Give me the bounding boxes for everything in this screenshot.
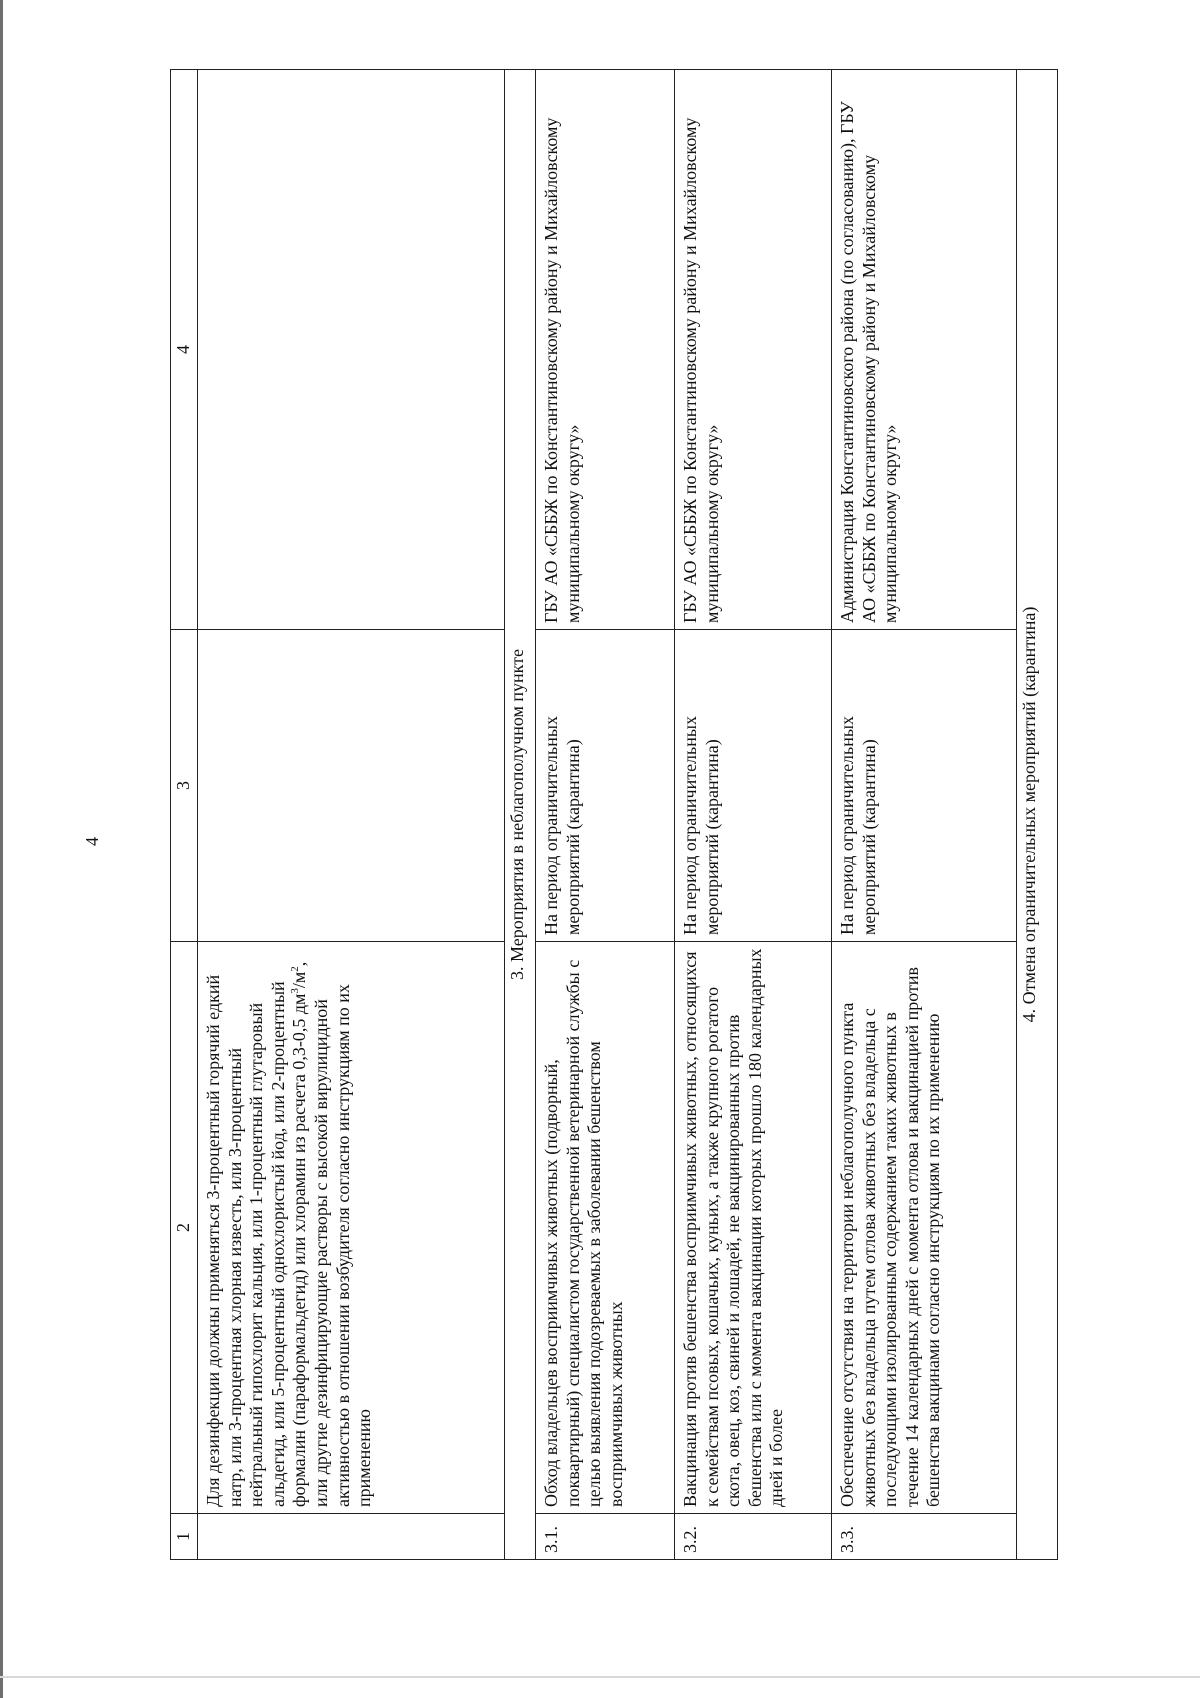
header-col-2: 2	[171, 942, 198, 1514]
cell-period: На период ограничительных мероприятий (карантина)	[832, 630, 1017, 942]
scan-bottom-edge	[0, 1676, 1200, 1678]
table-header-row	[171, 70, 198, 1560]
cell-description: Вакцинация против бешенства восприимчивых животных, относящихся к семействам псовых, кошачьих, куньих, а также крупного рогатого скота, овец, коз, свиней и лошадей, не вакцинированных против бешенства или с момента вакцинации которых прошло 180 календарных дней и более	[675, 942, 832, 1514]
page-number: 4	[82, 837, 102, 846]
cell-period	[198, 630, 505, 942]
cell-responsible: ГБУ АО «СББЖ по Константиновскому району и Михайловскому муниципальному округу»	[675, 70, 832, 630]
cell-num	[198, 1514, 505, 1560]
section-4-title: 4. Отмена ограничительных мероприятий (карантина)	[1017, 70, 1058, 1560]
cell-description: Обход владельцев восприимчивых животных (подворный, поквартирный) специалистом государственной ветеринарной службы с целью выявления подозреваемых в заболевании бешенством восприимчивых животных	[536, 942, 675, 1514]
measures-table-container	[170, 70, 1050, 1560]
cell-responsible	[198, 70, 505, 630]
cell-responsible: ГБУ АО «СББЖ по Константиновскому району и Михайловскому муниципальному округу»	[536, 70, 675, 630]
cell-period: На период ограничительных мероприятий (карантина)	[675, 630, 832, 942]
cell-num: 3.3.	[832, 1514, 1017, 1560]
table-row	[832, 70, 1017, 1560]
cell-period: На период ограничительных мероприятий (карантина)	[536, 630, 675, 942]
section-3-title: 3. Мероприятия в неблагополучном пункте	[505, 70, 536, 1560]
cell-description: Обеспечение отсутствия на территории неблагополучного пункта животных без владельца путем отлова животных без владельца с последующими изолированным содержанием таких животных в течение 14 календарных дней с момента отлова и вакцинацией против бешенства вакцинами согласно инструкциям по их применению	[832, 942, 1017, 1514]
header-col-4: 4	[171, 70, 198, 630]
table-row	[675, 70, 832, 1560]
table-row	[536, 70, 675, 1560]
cell-num: 3.2.	[675, 1514, 832, 1560]
section-4-row	[1017, 70, 1058, 1560]
table-row-continued	[198, 70, 505, 1560]
section-3-row	[505, 70, 536, 1560]
measures-table	[170, 69, 1058, 1560]
header-col-1: 1	[171, 1514, 198, 1560]
cell-description: Для дезинфекции должны применяться 3-процентный горячий едкий натр, или 3-процентная хлорная известь, или 3-процентный нейтральный гипохлорит кальция, или 1-процентный глутаровый альдегид, или 5-процентный однохлористый йод, или 2-процентный формалин (параформальдегид) или хлорамин из расчета 0,3-0,5 $дм^3/м^2$, или другие дезинфицирующие растворы с высокой вирулицидной активностью в отношении возбудителя согласно инструкциям по их применению	[198, 942, 505, 1514]
cell-responsible: Администрация Константиновского района (по согласованию), ГБУ АО «СББЖ по Константиновскому району и Михайловскому муниципальному округу»	[832, 70, 1017, 630]
cell-num: 3.1.	[536, 1514, 675, 1560]
header-col-3: 3	[171, 630, 198, 942]
scan-left-edge	[0, 0, 3, 1698]
